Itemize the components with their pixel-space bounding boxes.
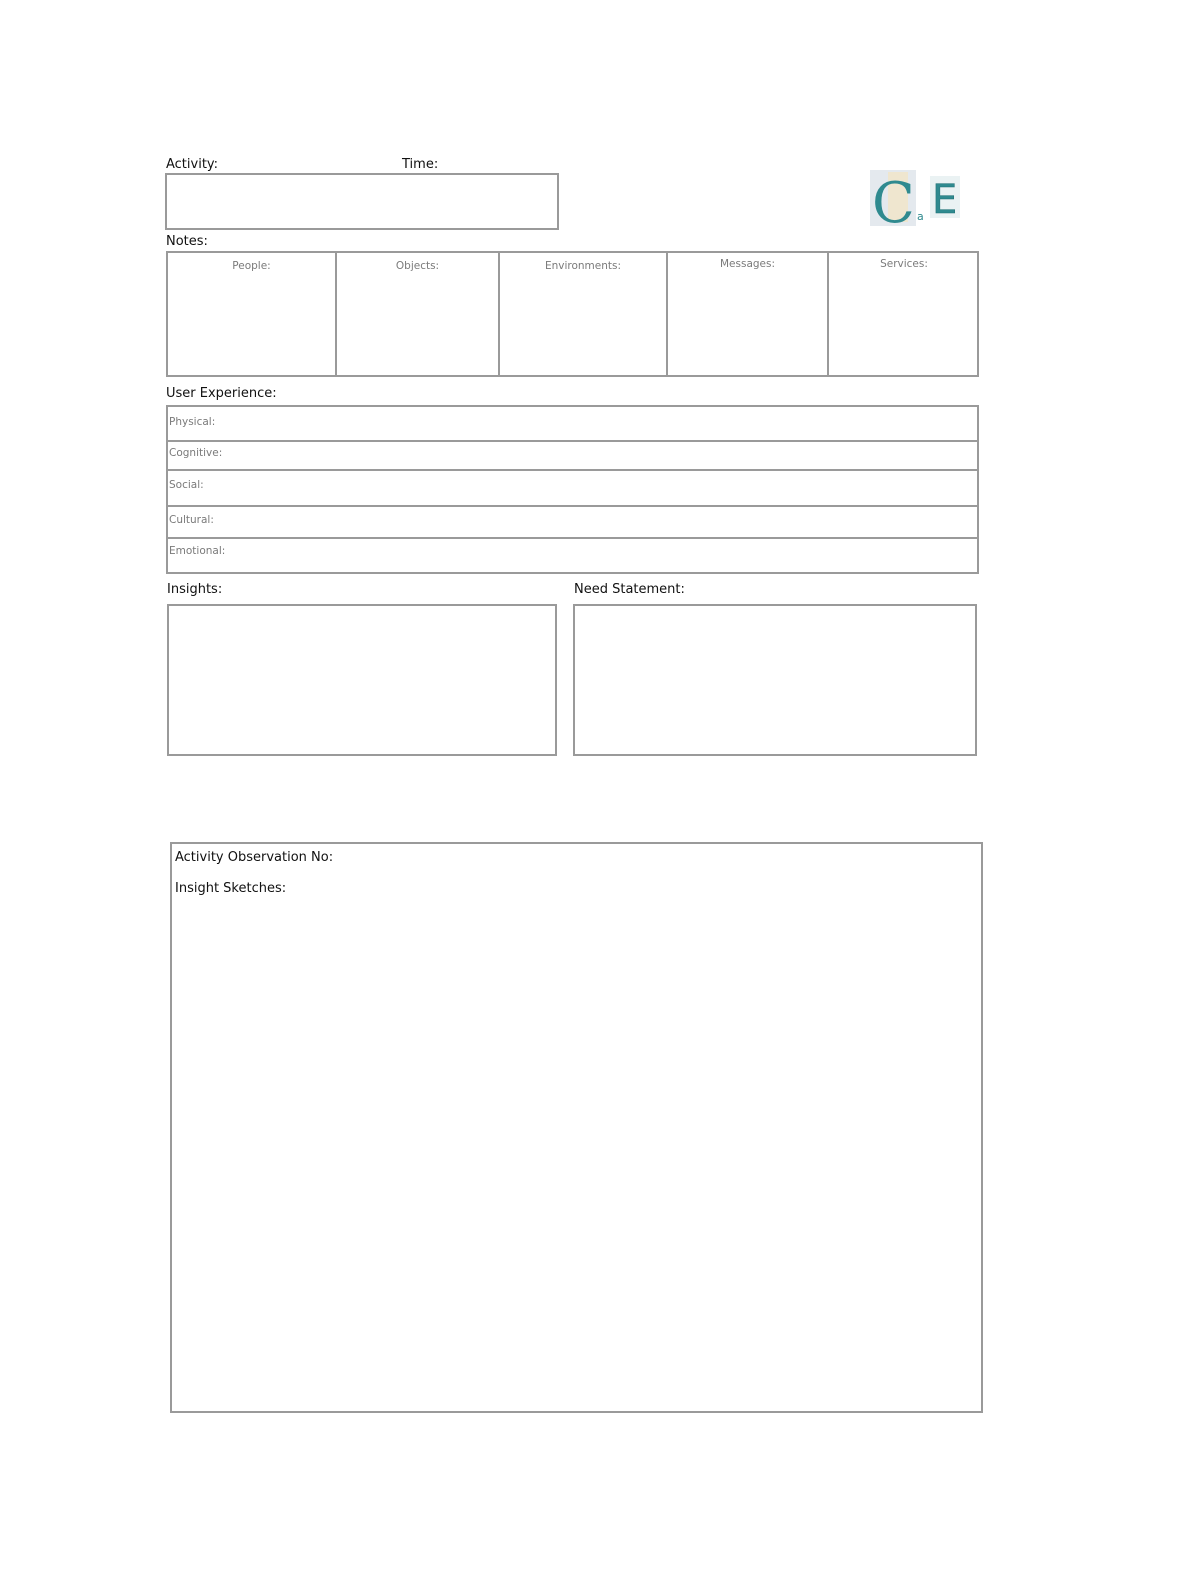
ux-row-label: Social: [169,479,204,491]
logo-letter-e: E [932,177,958,223]
user-experience-table [166,405,979,574]
activity-time-field[interactable] [165,173,559,230]
notes-cell-messages[interactable] [668,253,829,375]
need-statement-field[interactable] [573,604,977,756]
need-statement-title: Need Statement: [574,582,685,597]
ux-row-label: Cognitive: [169,447,223,459]
notes-column-label: People: [232,260,271,272]
ux-row-label: Physical: [169,416,216,428]
ux-row-cognitive[interactable] [168,442,977,471]
insights-title: Insights: [167,582,223,597]
notes-cell-environments[interactable] [500,253,668,375]
ux-row-emotional[interactable] [168,539,977,574]
logo-letter-c: C [872,171,915,228]
insights-field[interactable] [167,604,557,756]
notes-cell-services[interactable] [829,253,979,375]
notes-column-label: Environments: [544,260,622,272]
cae-logo [868,168,964,228]
observation-number-label: Activity Observation No: [175,850,334,865]
notes-title: Notes: [166,234,208,249]
user-experience-title: User Experience: [166,386,277,401]
ux-row-physical[interactable] [168,407,977,442]
notes-table [166,251,979,377]
ux-row-cultural[interactable] [168,507,977,539]
notes-cell-objects[interactable] [337,253,500,375]
ux-row-label: Cultural: [169,514,214,526]
logo-letter-a: a [917,210,924,223]
notes-column-label: Services: [880,258,928,270]
notes-column-label: Objects: [395,260,440,272]
notes-cell-people[interactable] [168,253,337,375]
ux-row-label: Emotional: [169,545,226,557]
insight-sketch-area[interactable] [170,842,983,1413]
activity-label: Activity: [166,157,219,172]
time-label: Time: [402,157,439,172]
insight-sketches-label: Insight Sketches: [175,881,287,896]
ux-row-social[interactable] [168,471,977,507]
notes-column-label: Messages: [719,258,776,270]
